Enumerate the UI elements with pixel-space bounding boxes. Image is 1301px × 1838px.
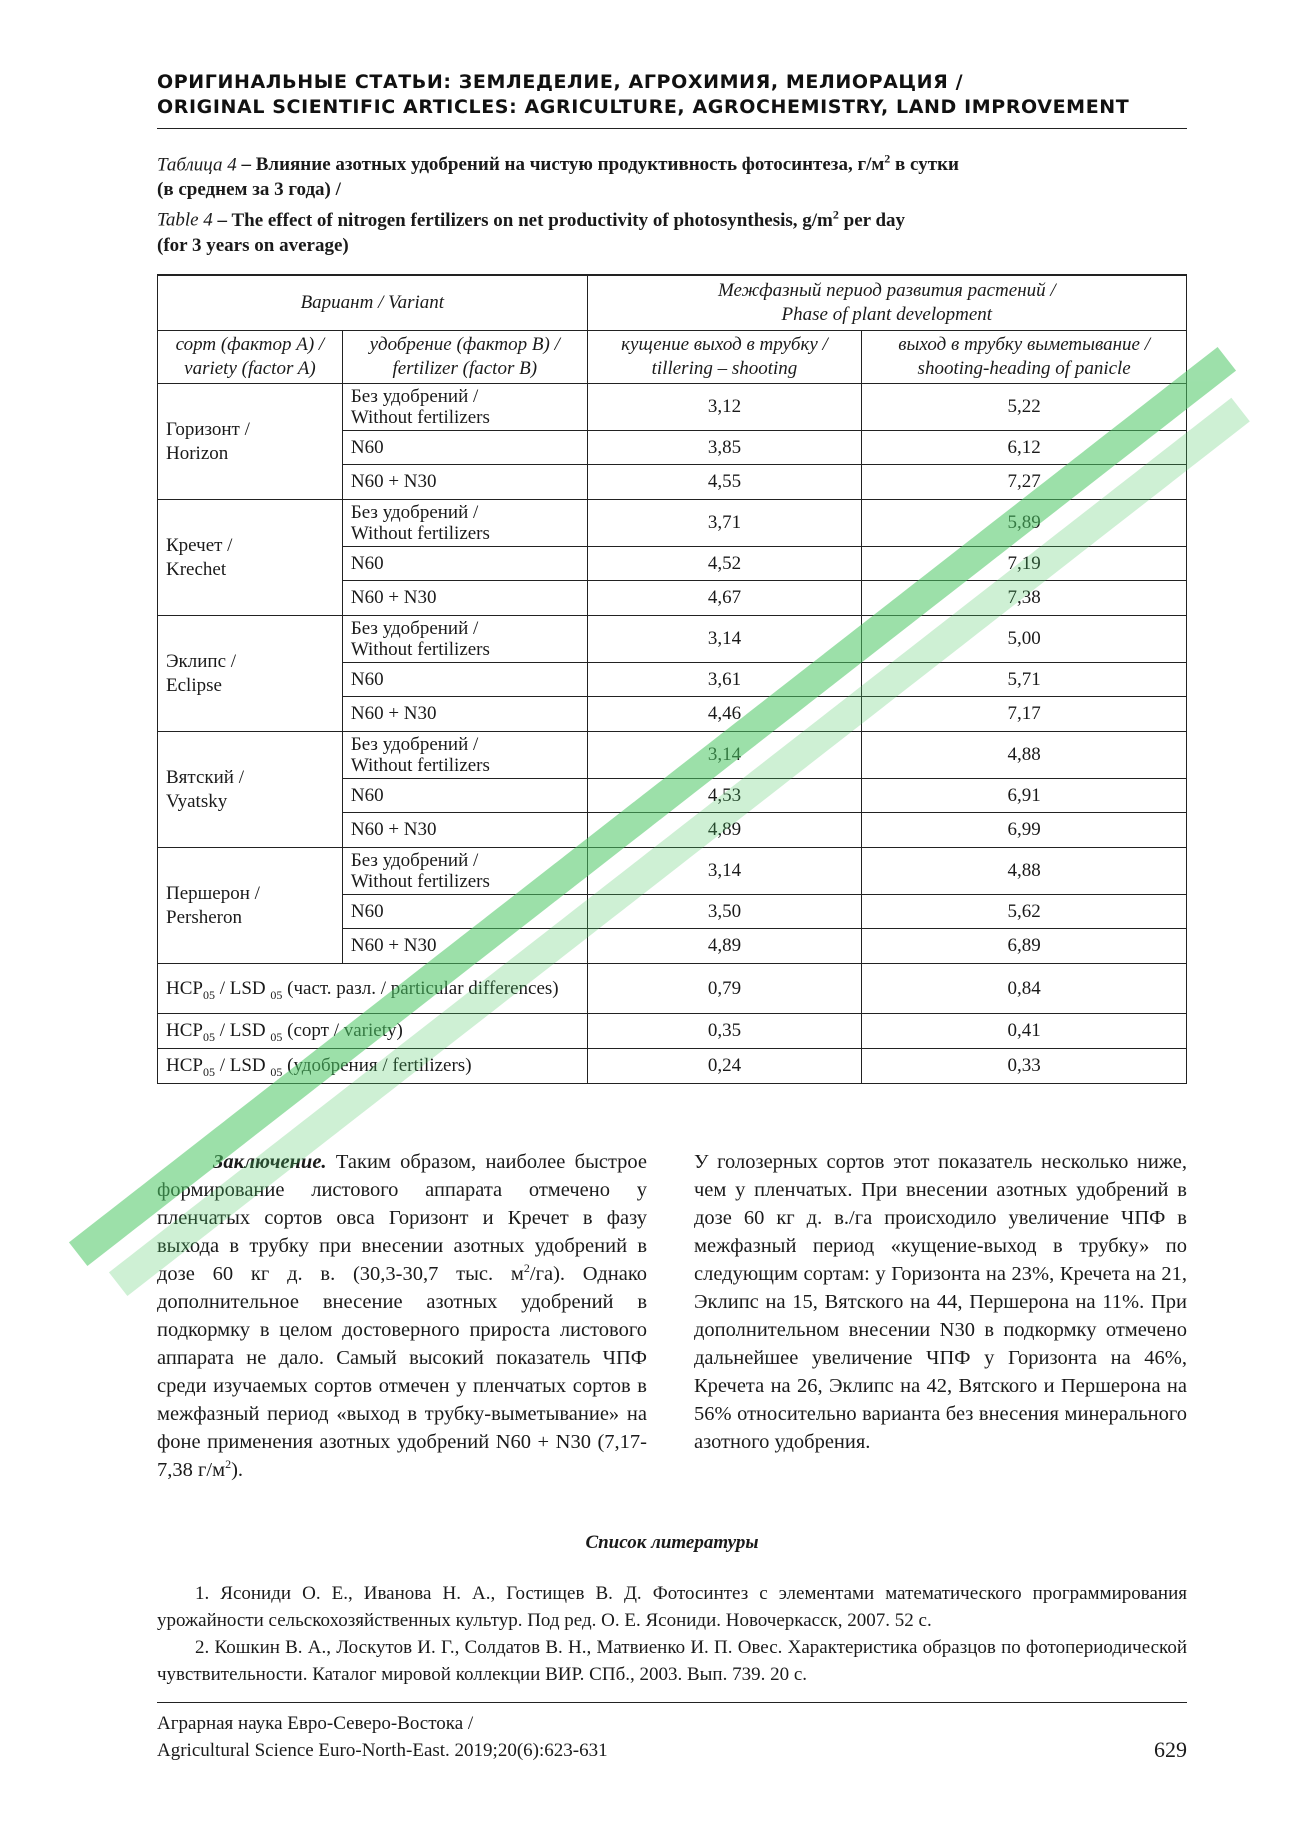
table-cell: 6,89	[862, 929, 1187, 964]
variety-name: Эклипс / Eclipse	[158, 616, 343, 732]
table-row	[158, 848, 1187, 895]
footer	[157, 1710, 1187, 1764]
caption-en-label: Table 4	[157, 209, 213, 231]
table-cell: 0,33	[862, 1049, 1187, 1084]
fertilizer-variant: N60	[342, 779, 587, 813]
caption-en-line2: (for 3 years on average)	[157, 234, 349, 256]
fertilizer-variant: N60 + N30	[342, 581, 587, 616]
caption-ru-sup: 2	[884, 152, 891, 166]
table-cell: 6,99	[862, 813, 1187, 848]
table-cell: 7,27	[862, 465, 1187, 500]
caption-ru-text: – Влияние азотных удобрений на чистую продуктивность фотосинтеза, г/м	[236, 154, 885, 176]
fertilizer-variant: N60	[342, 895, 587, 929]
conclusion-right-column	[694, 1148, 1187, 1456]
fertilizer-variant: Без удобрений / Without fertilizers	[342, 732, 587, 779]
fertilizer-variant: N60	[342, 431, 587, 465]
running-head	[157, 70, 1187, 120]
header-fertilizer: удобрение (фактор В) / fertilizer (factor B)	[342, 331, 587, 384]
conclusion-left-column: Заключение. Таким образом, наиболее быстрое формирование листового аппарата отмечено у пленчатых сортов овса Горизонт и Кречет в фазу выхода в трубку при внесении азотных удобрений в дозе 60 кг д. в. (30,3-30,7 тыс. $м^2/га$). Однако дополнительное внесение азотных удобрений в подкормку в целом достоверного прироста листового аппарата не дало. Самый высокий показатель ЧПФ среди изучаемых сортов отмечен у пленчатых сортов в межфазный период «выход в трубку-выметывание» на фоне применения азотных удобрений N60 + N30 (7,17-7,38 $г/м^2$).	[157, 1151, 648, 1481]
table-row	[158, 616, 1187, 663]
fertilizer-variant: Без удобрений / Without fertilizers	[342, 616, 587, 663]
variety-name: Вятский / Vyatsky	[158, 732, 343, 848]
table-cell: 3,71	[587, 500, 862, 547]
table-cell: 6,91	[862, 779, 1187, 813]
table-cell: 7,19	[862, 547, 1187, 581]
header-phase-ru: Межфазный период развития растений /	[717, 279, 1056, 301]
table-cell: 4,46	[587, 697, 862, 732]
fertilizer-variant: Без удобрений / Without fertilizers	[342, 500, 587, 547]
table-cell: 4,53	[587, 779, 862, 813]
table-cell: 3,14	[587, 616, 862, 663]
fertilizer-variant: N60 + N30	[342, 929, 587, 964]
header-phase-2: выход в трубку выметывание / shooting-heading of panicle	[862, 331, 1187, 384]
table-row	[158, 384, 1187, 431]
table-cell: 4,52	[587, 547, 862, 581]
caption-en-text2: per day	[838, 209, 906, 231]
table-cell: 7,38	[862, 581, 1187, 616]
table-cell: 0,84	[862, 964, 1187, 1014]
table-cell: 5,62	[862, 895, 1187, 929]
conclusion-text-b: /га). Однако дополнительное внесение азотных удобрений в подкормку в целом достоверного прироста листового аппарата не дало. Самый высокий показатель ЧПФ среди изучаемых сортов отмечен у пленчатых сортов в межфазный период «выход в трубку-выметывание» на фоне применения азотных удобрений N60 + N30 (7,17-7,38 г/м	[157, 1263, 648, 1481]
lsd-label: $НСР_{05}$ / LSD $_{05}$ (удобрения / fertilizers)	[158, 1049, 588, 1084]
page-number: 629	[1154, 1737, 1187, 1762]
fertilizer-variant: Без удобрений / Without fertilizers	[342, 848, 587, 895]
lsd-label: $НСР_{05}$ / LSD $_{05}$ (сорт / variety)	[158, 1014, 588, 1049]
fertilizer-variant: N60	[342, 663, 587, 697]
table-cell: 0,35	[587, 1014, 862, 1049]
references-title: Список литературы	[585, 1532, 759, 1553]
lsd-row-variety	[158, 1014, 1187, 1049]
table-cell: 5,71	[862, 663, 1187, 697]
caption-ru-line2: (в среднем за 3 года) /	[157, 179, 341, 201]
fertilizer-variant: N60 + N30	[342, 697, 587, 732]
table-cell: 4,88	[862, 732, 1187, 779]
header-phase-1: кущение выход в трубку / tillering – shooting	[587, 331, 862, 384]
table-cell: 3,85	[587, 431, 862, 465]
table-cell: 5,22	[862, 384, 1187, 431]
footer-rule	[157, 1702, 1187, 1703]
lsd-label: $НСР_{05}$ / LSD $_{05}$ (част. разл. / particular differences)	[158, 964, 588, 1014]
header-variety: сорт (фактор А) / variety (factor A)	[158, 331, 343, 384]
header-phase	[587, 275, 1186, 331]
caption-ru-text2: в сутки	[890, 154, 959, 176]
fertilizer-variant: Без удобрений / Without fertilizers	[342, 384, 587, 431]
fertilizer-variant: N60	[342, 547, 587, 581]
table-cell: 0,41	[862, 1014, 1187, 1049]
variety-rows	[158, 384, 1187, 964]
table-cell: 4,88	[862, 848, 1187, 895]
table-cell: 7,17	[862, 697, 1187, 732]
table-cell: 0,79	[587, 964, 862, 1014]
caption-ru-label: Таблица 4	[157, 154, 237, 176]
conclusion-lead: Заключение.	[213, 1151, 327, 1173]
running-head-ru: ОРИГИНАЛЬНЫЕ СТАТЬИ: ЗЕМЛЕДЕЛИЕ, АГРОХИМИЯ, МЕЛИОРАЦИЯ /	[157, 71, 964, 93]
page	[157, 70, 1187, 1084]
fertilizer-variant: N60 + N30	[342, 813, 587, 848]
lsd-row-particular	[158, 964, 1187, 1014]
header-variant: Вариант / Variant	[158, 275, 588, 331]
journal-citation: Agricultural Science Euro-North-East. 2019;20(6):623-631	[157, 1740, 608, 1761]
table-cell: 3,14	[587, 848, 862, 895]
reference-item: 1. Ясониди О. Е., Иванова Н. А., Гостищев В. Д. Фотосинтез с элементами математического программирования урожайности сельскохозяйственных культур. Под ред. О. Е. Ясониди. Новочеркасск, 2007. 52 с.	[157, 1583, 1187, 1631]
table-cell: 3,50	[587, 895, 862, 929]
variety-name: Горизонт / Horizon	[158, 384, 343, 500]
running-head-en: ORIGINAL SCIENTIFIC ARTICLES: AGRICULTURE, AGROCHEMISTRY, LAND IMPROVEMENT	[157, 96, 1130, 118]
lsd-row-fertilizers	[158, 1049, 1187, 1084]
table-caption	[157, 147, 1187, 258]
table-cell: 4,55	[587, 465, 862, 500]
table-cell: 0,24	[587, 1049, 862, 1084]
references-list	[157, 1580, 1187, 1688]
data-table	[157, 274, 1187, 1085]
journal-name-ru: Аграрная наука Евро-Северо-Востока /	[157, 1713, 474, 1734]
table-cell: 4,67	[587, 581, 862, 616]
conclusion-paragraph-2: У голозерных сортов этот показатель несколько ниже, чем у пленчатых. При внесении азотных удобрений в дозе 60 кг д. в./га происходило увеличение ЧПФ в межфазный период «кущение-выход в трубку» по следующим сортам: у Горизонта на 23%, Кречета на 21, Эклипс на 15, Вятского на 44, Першерона на 11%. При дополнительном внесении N30 в подкормку отмечено дальнейшее увеличение ЧПФ у Горизонта на 46%, Кречета на 26, Эклипс на 42, Вятского и Першерона на 56% относительно варианта без внесения минерального азотного удобрения.	[694, 1151, 1187, 1453]
table-cell: 3,14	[587, 732, 862, 779]
table-row	[158, 500, 1187, 547]
table-cell: 5,89	[862, 500, 1187, 547]
caption-en-text: – The effect of nitrogen fertilizers on net productivity of photosynthesis, g/m	[212, 209, 833, 231]
reference-item: 2. Кошкин В. А., Лоскутов И. Г., Солдатов В. Н., Матвиенко И. П. Овес. Характеристика образцов по фотопериодической чувствительности. Каталог мировой коллекции ВИР. СПб., 2003. Вып. 739. 20 с.	[157, 1637, 1187, 1685]
variety-name: Першерон / Persheron	[158, 848, 343, 964]
table-cell: 4,89	[587, 929, 862, 964]
caption-en-sup: 2	[832, 207, 839, 222]
header-rule	[157, 128, 1187, 129]
table-cell: 5,00	[862, 616, 1187, 663]
fertilizer-variant: N60 + N30	[342, 465, 587, 500]
table-cell: 4,89	[587, 813, 862, 848]
table-cell: 3,12	[587, 384, 862, 431]
header-phase-en: Phase of plant development	[781, 303, 993, 325]
table-row	[158, 732, 1187, 779]
variety-name: Кречет / Krechet	[158, 500, 343, 616]
table-cell: 3,61	[587, 663, 862, 697]
table-cell: 6,12	[862, 431, 1187, 465]
conclusion-text-a: Таким образом, наиболее быстрое формирование листового аппарата отмечено у пленчатых сортов овса Горизонт и Кречет в фазу выхода в трубку при внесении азотных удобрений в дозе 60 кг д. в. (30,3-30,7 тыс. м	[157, 1151, 647, 1285]
